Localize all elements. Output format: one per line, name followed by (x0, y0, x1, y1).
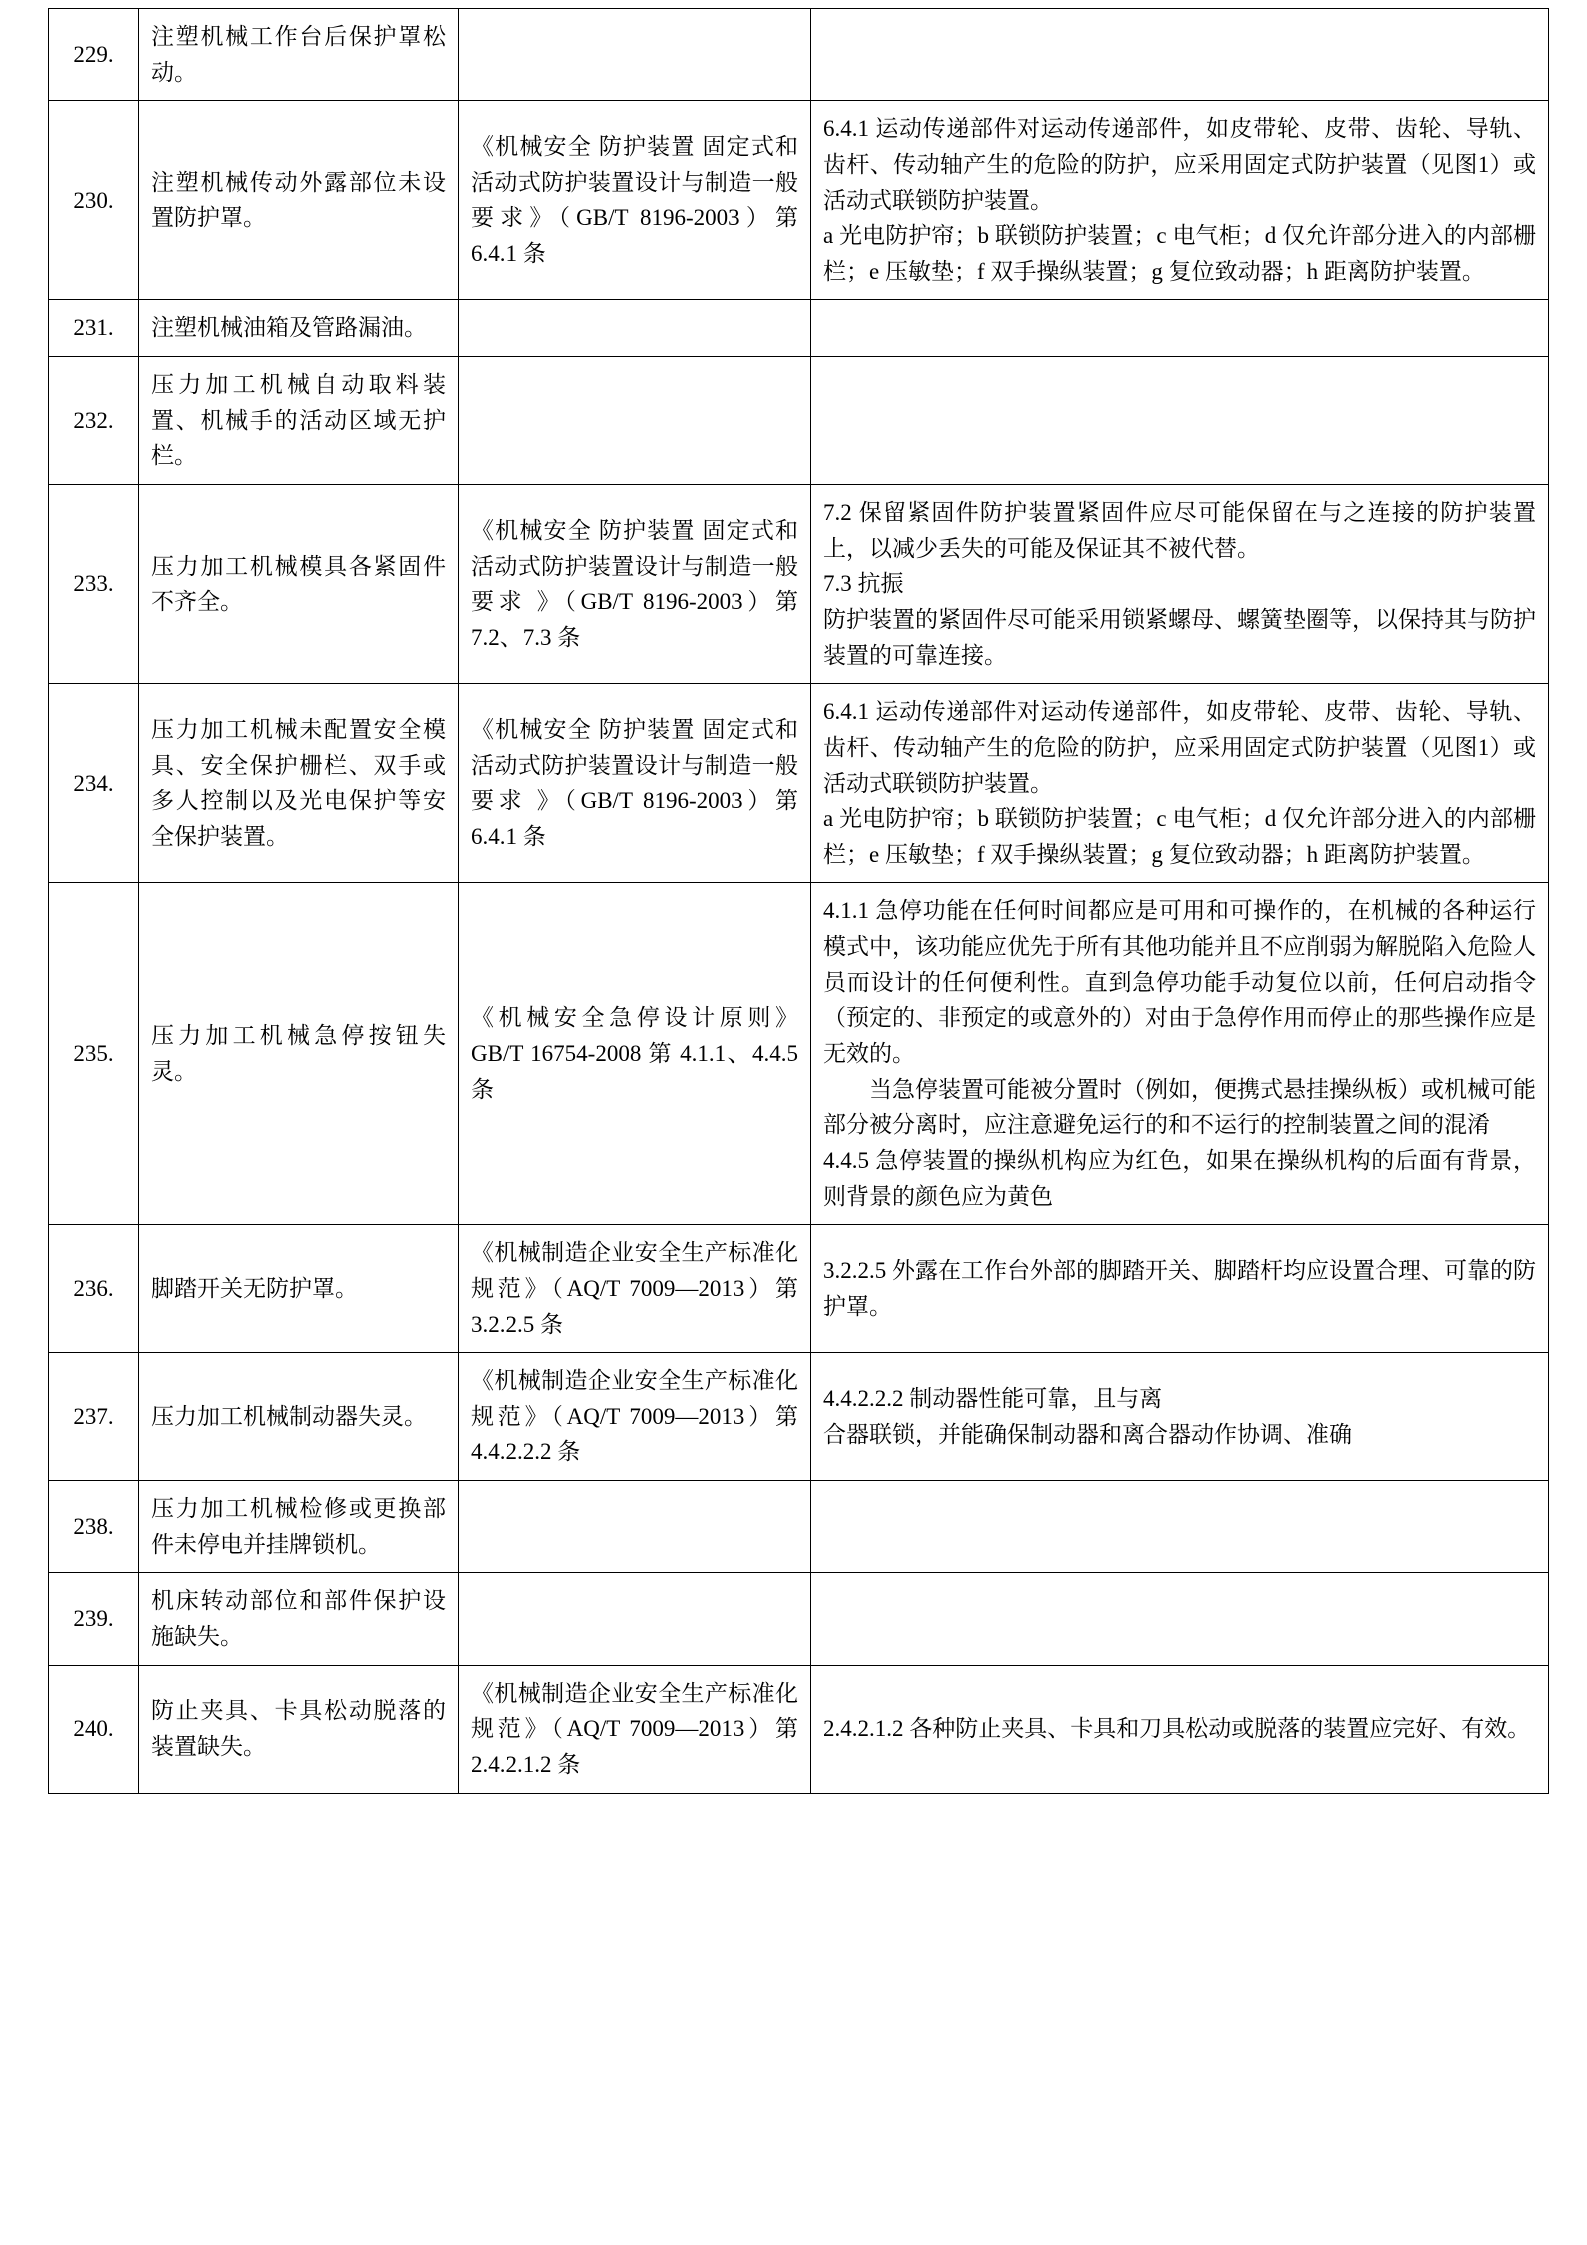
row-number: 238. (49, 1481, 139, 1573)
standard-reference: 《机械制造企业安全生产标准化规范》（AQ/T 7009—2013）第 2.4.2.1.2 条 (459, 1665, 811, 1793)
row-number: 233. (49, 485, 139, 684)
hazard-description: 压力加工机械未配置安全模具、安全保护栅栏、双手或多人控制以及光电保护等安全保护装置。 (139, 684, 459, 883)
table-body (49, 9, 1549, 1794)
standard-reference: 《机械安全 防护装置 固定式和活动式防护装置设计与制造一般要求》（GB/T 8196-2003）第 6.4.1 条 (459, 101, 811, 300)
standard-reference (459, 357, 811, 485)
standard-clause-text (811, 101, 1549, 300)
hazard-checklist-table (48, 8, 1549, 1794)
standard-clause-text (811, 883, 1549, 1225)
hazard-description: 脚踏开关无防护罩。 (139, 1225, 459, 1353)
table-row (49, 883, 1549, 1225)
hazard-description: 压力加工机械自动取料装置、机械手的活动区域无护栏。 (139, 357, 459, 485)
standard-reference: 《机械安全 防护装置 固定式和活动式防护装置设计与制造一般要求 》（GB/T 8196-2003）第 7.2、7.3 条 (459, 485, 811, 684)
clause-paragraph: a 光电防护帘；b 联锁防护装置；c 电气柜；d 仅允许部分进入的内部栅栏；e 压敏垫；f 双手操纵装置；g 复位致动器；h 距离防护装置。 (823, 223, 1536, 284)
standard-reference (459, 1481, 811, 1573)
table-row (49, 300, 1549, 357)
hazard-description: 防止夹具、卡具松动脱落的装置缺失。 (139, 1665, 459, 1793)
standard-reference: 《机械安全急停设计原则》GB/T 16754-2008 第 4.1.1、4.4.5 条 (459, 883, 811, 1225)
row-number: 240. (49, 1665, 139, 1793)
row-number: 232. (49, 357, 139, 485)
clause-paragraph: 4.1.1 急停功能在任何时间都应是可用和可操作的，在机械的各种运行模式中，该功能应优先于所有其他功能并且不应削弱为解脱陷入危险人员而设计的任何便利性。直到急停功能手动复位以前，任何启动指令（预定的、非预定的或意外的）对由于急停作用而停止的那些操作应是无效的。 (823, 898, 1536, 1067)
table-row (49, 1225, 1549, 1353)
table-row (49, 1573, 1549, 1665)
standard-reference (459, 9, 811, 101)
table-row (49, 1481, 1549, 1573)
standard-clause-text (811, 300, 1549, 357)
hazard-description: 压力加工机械检修或更换部件未停电并挂牌锁机。 (139, 1481, 459, 1573)
row-number: 236. (49, 1225, 139, 1353)
standard-clause-text (811, 684, 1549, 883)
clause-paragraph: 2.4.2.1.2 各种防止夹具、卡具和刀具松动或脱落的装置应完好、有效。 (823, 1716, 1531, 1742)
clause-paragraph: 7.3 抗振 (823, 571, 904, 597)
clause-paragraph: a 光电防护帘；b 联锁防护装置；c 电气柜；d 仅允许部分进入的内部栅栏；e 压敏垫；f 双手操纵装置；g 复位致动器；h 距离防护装置。 (823, 806, 1536, 867)
clause-paragraph: 4.4.2.2.2 制动器性能可靠，且与离 (823, 1385, 1163, 1411)
standard-clause-text (811, 485, 1549, 684)
table-row (49, 1353, 1549, 1481)
standard-clause-text (811, 1665, 1549, 1793)
standard-clause-text (811, 1353, 1549, 1481)
hazard-description: 注塑机械油箱及管路漏油。 (139, 300, 459, 357)
hazard-description: 机床转动部位和部件保护设施缺失。 (139, 1573, 459, 1665)
row-number: 234. (49, 684, 139, 883)
standard-reference (459, 300, 811, 357)
hazard-description: 注塑机械传动外露部位未设置防护罩。 (139, 101, 459, 300)
standard-reference: 《机械制造企业安全生产标准化规范》（AQ/T 7009—2013）第 3.2.2.5 条 (459, 1225, 811, 1353)
clause-paragraph: 合器联锁，并能确保制动器和离合器动作协调、准确 (823, 1421, 1352, 1447)
clause-paragraph: 6.4.1 运动传递部件对运动传递部件，如皮带轮、皮带、齿轮、导轨、齿杆、传动轴产生的危险的防护，应采用固定式防护装置（见图1）或活动式联锁防护装置。 (823, 116, 1536, 213)
standard-reference: 《机械制造企业安全生产标准化规范》（AQ/T 7009—2013）第 4.4.2.2.2 条 (459, 1353, 811, 1481)
clause-paragraph: 6.4.1 运动传递部件对运动传递部件，如皮带轮、皮带、齿轮、导轨、齿杆、传动轴产生的危险的防护，应采用固定式防护装置（见图1）或活动式联锁防护装置。 (823, 699, 1536, 796)
table-row (49, 485, 1549, 684)
standard-reference (459, 1573, 811, 1665)
hazard-description: 压力加工机械模具各紧固件不齐全。 (139, 485, 459, 684)
standard-reference: 《机械安全 防护装置 固定式和活动式防护装置设计与制造一般要求 》（GB/T 8196-2003）第 6.4.1 条 (459, 684, 811, 883)
table-row (49, 684, 1549, 883)
row-number: 235. (49, 883, 139, 1225)
standard-clause-text (811, 1481, 1549, 1573)
clause-paragraph: 4.4.5 急停装置的操纵机构应为红色，如果在操纵机构的后面有背景，则背景的颜色应为黄色 (823, 1147, 1536, 1209)
table-row (49, 1665, 1549, 1793)
hazard-description: 压力加工机械急停按钮失灵。 (139, 883, 459, 1225)
row-number: 230. (49, 101, 139, 300)
standard-clause-text (811, 1573, 1549, 1665)
table-row (49, 357, 1549, 485)
standard-clause-text (811, 357, 1549, 485)
clause-paragraph: 3.2.2.5 外露在工作台外部的脚踏开关、脚踏杆均应设置合理、可靠的防护罩。 (823, 1258, 1536, 1319)
clause-paragraph: 当急停装置可能被分置时（例如，便携式悬挂操纵板）或机械可能部分被分离时，应注意避免运行的和不运行的控制装置之间的混淆 (823, 1076, 1536, 1138)
hazard-description: 注塑机械工作台后保护罩松动。 (139, 9, 459, 101)
standard-clause-text (811, 1225, 1549, 1353)
table-row (49, 101, 1549, 300)
clause-paragraph: 防护装置的紧固件尽可能采用锁紧螺母、螺簧垫圈等，以保持其与防护装置的可靠连接。 (823, 606, 1536, 668)
table-row (49, 9, 1549, 101)
row-number: 237. (49, 1353, 139, 1481)
standard-clause-text (811, 9, 1549, 101)
hazard-description: 压力加工机械制动器失灵。 (139, 1353, 459, 1481)
row-number: 239. (49, 1573, 139, 1665)
row-number: 231. (49, 300, 139, 357)
row-number: 229. (49, 9, 139, 101)
clause-paragraph: 7.2 保留紧固件防护装置紧固件应尽可能保留在与之连接的防护装置上，以减少丢失的可能及保证其不被代替。 (823, 500, 1536, 561)
